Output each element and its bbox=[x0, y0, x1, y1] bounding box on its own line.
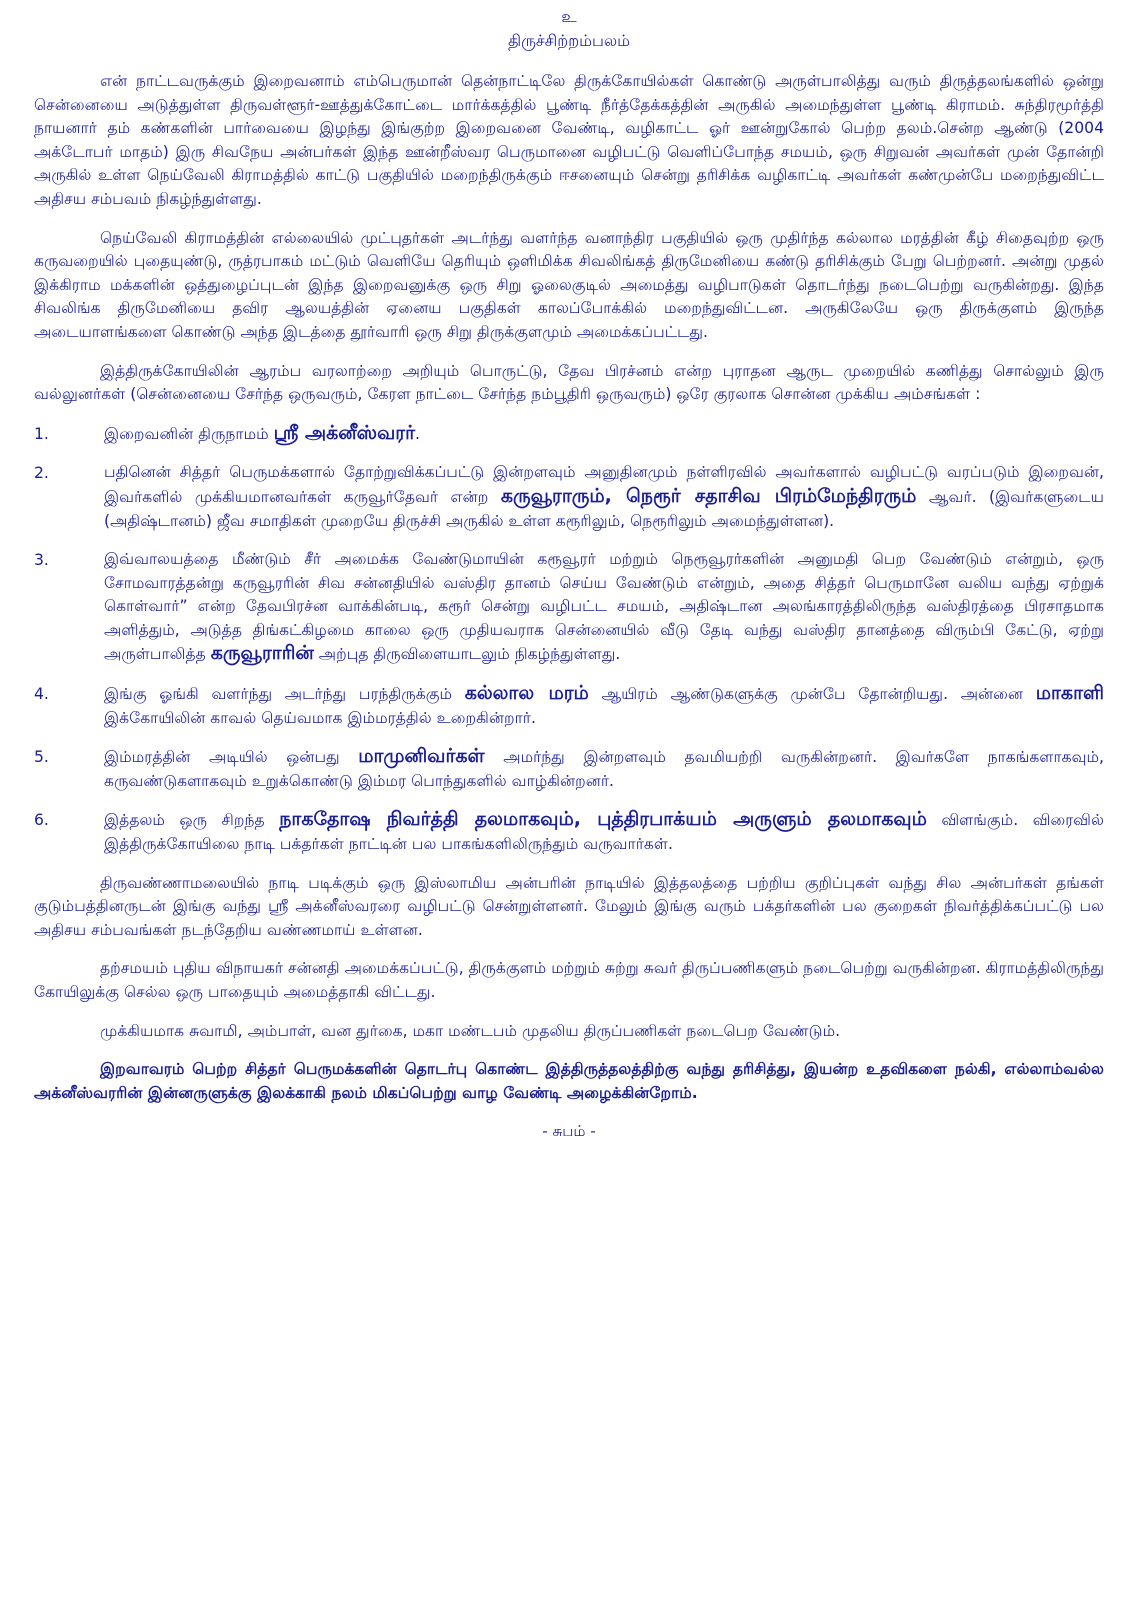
list-item bbox=[34, 682, 1104, 730]
emphasis: நாகதோஷ நிவர்த்தி தலமாகவும், புத்திரபாக்யம் அருளும் தலமாகவும் bbox=[279, 808, 927, 831]
document-title: திருச்சிற்றம்பலம் bbox=[507, 31, 631, 50]
list-item-text: இத்தலம் ஒரு சிறந்த நாகதோஷ நிவர்த்தி தலமாகவும், புத்திரபாக்யம் அருளும் தலமாகவும் விளங்கும். விரைவில் இத்திருக்கோயிலை நாடி பக்தர்கள் நாட்டின் பல பாகங்களிலிருந்தும் வருவார்கள். bbox=[104, 808, 1104, 854]
list-item bbox=[34, 745, 1104, 793]
paragraph-nadi: திருவண்ணாமலையில் நாடி படிக்கும் ஒரு இஸ்லாமிய அன்பரின் நாடியில் இத்தலத்தை பற்றிய குறிப்புகள் வந்து சில அன்பர்கள் தங்கள் குடும்பத்தினருடன் இங்கு வந்து ஸ்ரீ அக்னீஸ்வரரை வழிபட்டு சென்றுள்ளனர். மேலும் இங்கு வரும் பக்தர்களின் பல குறைகள் நிவர்த்திக்கப்பட்டு பல அதிசய சம்பவங்கள் நடந்தேறிய வண்ணமாய் உள்ளன. bbox=[34, 873, 1104, 939]
pillaiyar-suzhi-symbol: உ bbox=[561, 7, 577, 27]
emphasis: கருவூராரும், நெரூர் சதாசிவ பிரம்மேந்திரரும் bbox=[500, 484, 917, 507]
paragraph-intro: என் நாட்டவருக்கும் இறைவனாம் எம்பெருமான் தென்நாட்டிலே திருக்கோயில்கள் கொண்டு அருள்பாலித்து வரும் திருத்தலங்களில் ஒன்று சென்னையை அடுத்துள்ள திருவள்ளூர்-ஊத்துக்கோட்டை மார்க்கத்தில் பூண்டி நீர்த்தேக்கத்தின் அருகில் அமைந்துள்ள பூண்டி கிராமம். சுந்திரமூர்த்தி நாயனார் தம் கண்களின் பார்வையை இழந்து இங்குற்ற இறைவனை வேண்டி, வழிகாட்ட ஓர் ஊன்றுகோல் பெற்ற தலம்.சென்ற ஆண்டு (2004 அக்டோபர் மாதம்) இரு சிவநேய அன்பர்கள் இந்த ஊன்றீஸ்வர பெருமானை வழிபட்டு வெளிப்போந்த சமயம், ஒரு சிறுவன் அவர்கள் முன் தோன்றி அருகில் உள்ள நெய்வேலி கிராமத்தில் காட்டு பகுதியில் மறைந்திருக்கும் ஈசனையும் சென்று தரிசிக்க வழிகாட்டி அவர்கள் கண்முன்பே மறைந்துவிட்ட அதிசய சம்பவம் நிகழ்ந்துள்ளது. bbox=[34, 72, 1105, 208]
list-item-text: இவ்வாலயத்தை மீண்டும் சீர் அமைக்க வேண்டுமாயின் கரூவூரர் மற்றும் நெரூவூரர்களின் அனுமதி பெற வேண்டும் என்றும், ஒரு சோமவாரத்தன்று கருவூரரின் சிவ சன்னதியில் வஸ்திர தானம் செய்ய வேண்டும் என்றும், அதை சித்தர் பெருமானே வலிய வந்து ஏற்றுக் கொள்வார்” என்ற தேவபிரச்ன வாக்கின்படி, கரூர் சென்று வழிபட்ட சமயம், அதிஷ்டான அலங்காரத்திலிருந்த வஸ்திரத்தை பிரசாதமாக அளித்தும், அடுத்த திங்கட்கிழமை காலை ஒரு முதியவராக சென்னையில் வீடு தேடி வந்து வஸ்திர தானத்தை விரும்பி கேட்டு, ஏற்று அருள்பாலித்த கருவூராரின் அற்புத திருவிளையாடலும் நிகழ்ந்துள்ளது. bbox=[104, 550, 1104, 665]
paragraph-prasnam: இத்திருக்கோயிலின் ஆரம்ப வரலாற்றை அறியும் பொருட்டு, தேவ பிரச்னம் என்ற புராதன ஆருட முறையில் கணித்து சொல்லும் இரு வல்லுனர்கள் (சென்னையை சேர்ந்த ஒருவரும், கேரள நாட்டை சேர்ந்த நம்பூதிரி ஒருவரும்) ஒரே குரலாக சொன்ன முக்கிய அம்சங்கள் : bbox=[34, 361, 1104, 404]
list-item-text: பதினென் சித்தர் பெருமக்களால் தோற்றுவிக்கப்பட்டு இன்றளவும் அனுதினமும் நள்ளிரவில் அவர்களால் வழிபட்டு வரப்படும் இறைவன், இவர்களில் முக்கியமானவர்கள் கருவூர்தேவர் என்ற கருவூராரும், நெரூர் சதாசிவ பிரம்மேந்திரரும் ஆவர். (இவர்களுடைய (அதிஷ்டானம்) ஜீவ சமாதிகள் முறையே திருச்சி அருகில் உள்ள கரூரிலும், நெரூரிலும் அமைந்துள்ளன). bbox=[104, 463, 1104, 530]
list-item-text: இங்கு ஓங்கி வளர்ந்து அடர்ந்து பரந்திருக்கும் கல்லால மரம் ஆயிரம் ஆண்டுகளுக்கு முன்பே தோன்றியது. அன்னை மாகாளி இக்கோயிலின் காவல் தெய்வமாக இம்மரத்தில் உறைகின்றார். bbox=[104, 682, 1105, 727]
closing-subham: - சுபம் - bbox=[542, 1122, 596, 1141]
emphasis: கருவூராரின் bbox=[210, 642, 314, 665]
paragraph-discovery: நெய்வேலி கிராமத்தின் எல்லையில் முட்புதர்கள் அடர்ந்து வளர்ந்த வனாந்திர பகுதியில் ஒரு முதிர்ந்த கல்லால மரத்தின் கீழ் சிதைவுற்ற ஒரு கருவறையில் புதையுண்டு, ருத்ரபாகம் மட்டும் வெளியே தெரியும் ஒளிமிக்க சிவலிங்கத் திருமேனியை கண்டு தரிசிக்கும் பேறு பெற்றனர். அன்று முதல் இக்கிராம மக்களின் ஒத்துழைப்புடன் இந்த இறைவனுக்கு ஒரு சிறு ஓலைகுடில் அமைத்து வழிபாடுகள் தொடர்ந்து நடைபெற்று வருகின்றது. இந்த சிவலிங்க திருமேனியை தவிர ஆலயத்தின் ஏனைய பகுதிகள் காலப்போக்கில் மறைந்துவிட்டன. அருகிலேயே ஒரு திருக்குளம் இருந்த அடையாளங்களை கொண்டு அந்த இடத்தை தூர்வாரி ஒரு சிறு திருக்குளமும் அமைக்கப்பட்டது. bbox=[34, 228, 1104, 341]
paragraph-works-progress: தற்சமயம் புதிய விநாயகர் சன்னதி அமைக்கப்பட்டு, திருக்குளம் மற்றும் சுற்று சுவர் திருப்பணிகளும் நடைபெற்று வருகின்றன. கிராமத்திலிருந்து கோயிலுக்கு செல்ல ஒரு பாதையும் அமைத்தாகி விட்டது. bbox=[34, 959, 1104, 1001]
list-item bbox=[34, 808, 1104, 856]
list-item-number: 2. bbox=[34, 464, 49, 483]
list-item bbox=[34, 422, 1104, 447]
list-item bbox=[34, 461, 1104, 533]
list-item-number: 6. bbox=[34, 811, 49, 830]
list-item bbox=[34, 548, 1104, 667]
list-item-number: 5. bbox=[34, 748, 49, 767]
emphasis: கல்லால மரம் bbox=[464, 682, 589, 705]
paragraph-works-needed: முக்கியமாக சுவாமி, அம்பாள், வன துர்கை, மகா மண்டபம் முதலிய திருப்பணிகள் நடைபெற வேண்டும். bbox=[100, 1021, 841, 1040]
emphasis: ஸ்ரீ அக்னீஸ்வரர் bbox=[273, 421, 415, 444]
list-item-text: இறைவனின் திருநாமம் ஸ்ரீ அக்னீஸ்வரர். bbox=[104, 421, 420, 444]
list-item-number: 1. bbox=[34, 424, 49, 443]
list-item-text: இம்மரத்தின் அடியில் ஒன்பது மாமுனிவர்கள் அமர்ந்து இன்றளவும் தவமியற்றி வருகின்றனர். இவர்களே நாகங்களாகவும், கருவண்டுகளாகவும் உறுக்கொண்டு இம்மர பொந்துகளில் வாழ்கின்றனர். bbox=[104, 745, 1105, 790]
emphasis: மாமுனிவர்கள் bbox=[358, 745, 485, 768]
list-item-number: 4. bbox=[34, 685, 49, 704]
emphasis: மாகாளி bbox=[1035, 682, 1105, 705]
list-item-number: 3. bbox=[34, 551, 49, 570]
paragraph-appeal: இறவாவரம் பெற்ற சித்தர் பெருமக்களின் தொடர்பு கொண்ட இத்திருத்தலத்திற்கு வந்து தரிசித்து, இயன்ற உதவிகளை நல்கி, எல்லாம்வல்ல அக்னீஸ்வரரின் இன்னருளுக்கு இலக்காகி நலம் மிகப்பெற்று வாழ வேண்டி அழைக்கின்றோம். bbox=[34, 1060, 1104, 1102]
